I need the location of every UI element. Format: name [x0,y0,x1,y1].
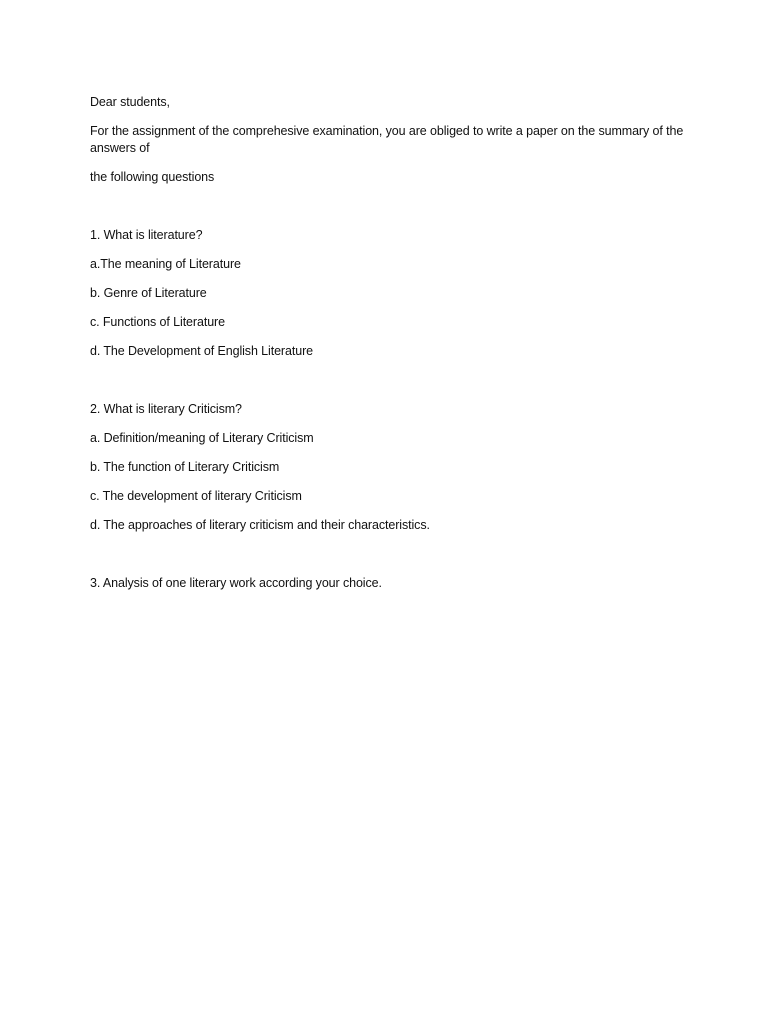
question-2-item-d: d. The approaches of literary criticism and their characteristics. [90,518,430,532]
question-3-section [90,575,690,592]
question-2-item-a: a. Definition/meaning of Literary Criticism [90,431,314,445]
question-1-item-c: c. Functions of Literature [90,315,225,329]
question-2-item-c: c. The development of literary Criticism [90,489,302,503]
question-2-item-b: b. The function of Literary Criticism [90,460,280,474]
question-1-title: 1. What is literature? [90,228,203,242]
question-1-item-a: a.The meaning of Literature [90,257,241,271]
question-1-item-b: b. Genre of Literature [90,286,207,300]
intro-continuation: the following questions [90,170,215,184]
question-2-title: 2. What is literary Criticism? [90,402,242,416]
question-1-item-d: d. The Development of English Literature [90,344,313,358]
greeting: Dear students, [90,95,170,109]
document-body [90,94,690,604]
question-3-title: 3. Analysis of one literary work according your choice. [90,576,382,590]
question-2-section [90,401,690,534]
intro-paragraph: For the assignment of the comprehesive examination, you are obliged to write a paper on the summary of the answers of [90,124,684,155]
question-1-section [90,227,690,360]
